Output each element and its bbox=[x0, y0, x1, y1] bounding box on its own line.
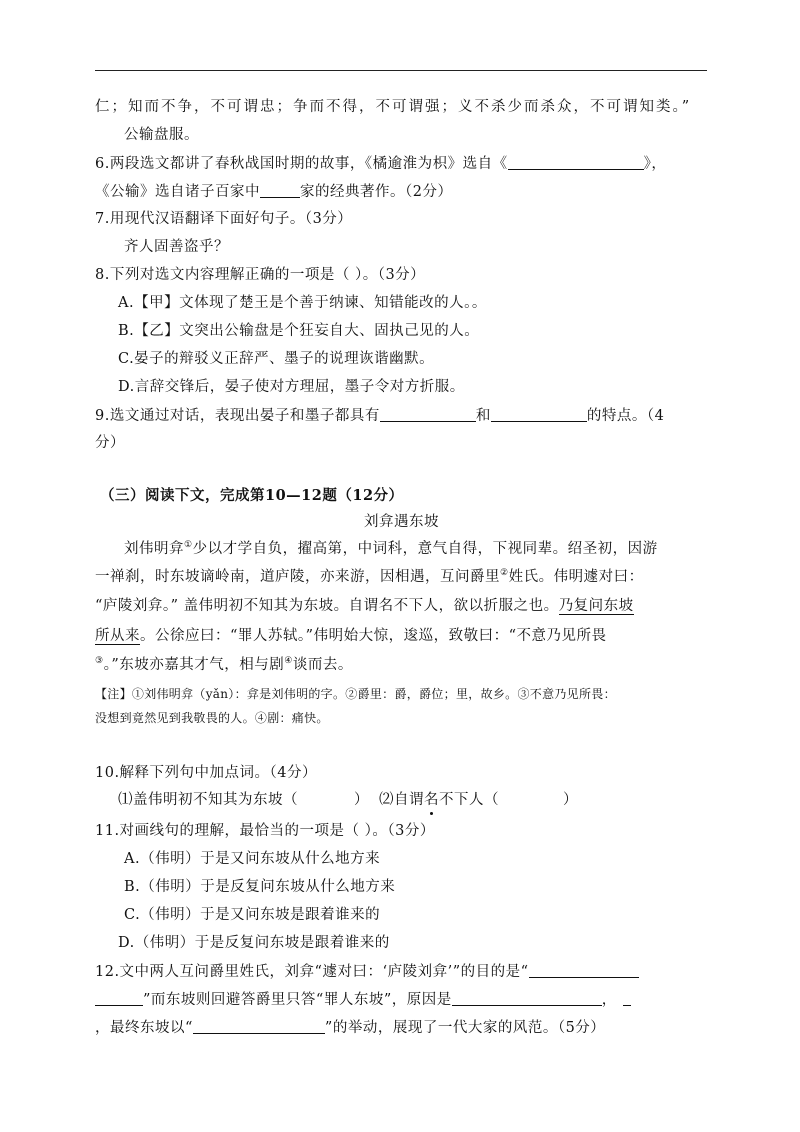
passage-line4: 所从来。公徐应曰：“罪人苏轼。”伟明始大惊，逡巡，致敬曰：“不意乃见所畏 bbox=[95, 628, 607, 644]
notes-line1: 【注】①刘伟明弇（yǎn）：弇是刘伟明的字。②爵里：爵，爵位；里，故乡。③不意乃见所畏： bbox=[95, 687, 616, 701]
question-9-line1: 9.选文通过对话，表现出晏子和墨子都具有 和 的特点。（4 bbox=[95, 408, 665, 424]
question-12-line3: ，最终东坡以“ ”的举动，展现了一代大家的风范。（5分） bbox=[95, 1020, 606, 1036]
dotted-word: 名 bbox=[424, 792, 439, 808]
question-7-sentence: 齐人固善盗乎？ bbox=[124, 239, 229, 255]
answer-blank[interactable] bbox=[193, 1018, 325, 1034]
question-6-line1: 6.两段选文都讲了春秋战国时期的故事，《橘逾淮为枳》选自《 》， bbox=[95, 156, 667, 172]
question-12-line2: ”而东坡则回避答爵里只答“罪人东坡”，原因是 ， bbox=[95, 990, 631, 1009]
passage-line1: 刘伟明弇①少以才学自负，擢高第，中词科，意气自得，下视同辈。绍圣初，因游 bbox=[124, 540, 658, 557]
answer-blank[interactable] bbox=[260, 182, 300, 198]
question-9-line2: 分） bbox=[95, 435, 125, 451]
question-11-option-b[interactable]: B.（伟明）于是反复问东坡从什么地方来 bbox=[124, 879, 396, 895]
answer-blank[interactable] bbox=[508, 154, 644, 170]
question-8-stem: 8.下列对选文内容理解正确的一项是（ ）。（3分） bbox=[95, 267, 426, 283]
question-8-option-a[interactable]: A.【甲】文体现了楚王是个善于纳谏、知错能改的人。。 bbox=[118, 295, 487, 311]
passage-line2: 一禅刹，时东坡谪岭南，道庐陵，亦来游，因相遇，互问爵里②姓氏。伟明遽对曰： bbox=[95, 568, 644, 585]
passage-line3: “庐陵刘弇。” 盖伟明初不知其为东坡。自谓名不下人，欲以折服之也。乃复问东坡 bbox=[95, 598, 634, 614]
notes-line2: 没想到竟然见到我敬畏的人。④剧：痛快。 bbox=[95, 711, 329, 725]
question-12-line1: 12.文中两人互问爵里姓氏，刘弇“遽对曰：‘庐陵刘弇’”的目的是“ bbox=[95, 962, 639, 981]
header-rule bbox=[95, 70, 707, 71]
question-10-stem: 10.解释下列句中加点词。（4分） bbox=[95, 765, 318, 781]
question-8-option-d[interactable]: D.言辞交锋后，晏子使对方理屈，墨子令对方折服。 bbox=[118, 379, 465, 395]
answer-blank[interactable] bbox=[380, 406, 476, 422]
underlined-sentence-part2: 所从来 bbox=[95, 628, 140, 644]
question-8-option-b[interactable]: B.【乙】文突出公输盘是个狂妄自大、固执己见的人。 bbox=[118, 323, 480, 339]
answer-blank[interactable] bbox=[623, 990, 631, 1006]
question-8-option-c[interactable]: C.晏子的辩驳义正辞严、墨子的说理诙谐幽默。 bbox=[118, 351, 435, 367]
passage-continuation-end: 公输盘服。 bbox=[124, 127, 199, 143]
answer-blank[interactable] bbox=[529, 962, 639, 978]
question-6-line2: 《公输》选自诸子百家中 家的经典著作。（2分） bbox=[95, 184, 453, 200]
question-11-option-a[interactable]: A.（伟明）于是又问东坡从什么地方来 bbox=[124, 851, 381, 867]
underlined-sentence-part1: 乃复问东坡 bbox=[558, 598, 634, 614]
section-3-heading: （三）阅读下文，完成第10—12题（12分） bbox=[100, 487, 404, 504]
answer-blank[interactable] bbox=[95, 990, 143, 1006]
answer-blank[interactable] bbox=[491, 406, 587, 422]
question-11-option-d[interactable]: D.（伟明）于是反复问东坡是跟着谁来的 bbox=[118, 935, 390, 951]
question-11-stem: 11.对画线句的理解，最恰当的一项是（ ）。（3分） bbox=[95, 823, 435, 839]
passage-line5: ③。”东坡亦嘉其才气，相与剧④谈而去。 bbox=[95, 656, 353, 673]
passage-title: 刘弇遇东坡 bbox=[364, 514, 439, 530]
answer-blank[interactable] bbox=[452, 990, 602, 1006]
question-10-items: ⑴盖伟明初不知其为东坡（ ） ⑵自谓名不下人（ ） bbox=[118, 792, 578, 808]
question-11-option-c[interactable]: C.（伟明）于是又问东坡是跟着谁来的 bbox=[124, 907, 381, 923]
question-7-stem: 7.用现代汉语翻译下面好句子。（3分） bbox=[95, 211, 353, 227]
passage-continuation-line: 仁；知而不争，不可谓忠；争而不得，不可谓强；义不杀少而杀众，不可谓知类。” bbox=[95, 99, 692, 115]
